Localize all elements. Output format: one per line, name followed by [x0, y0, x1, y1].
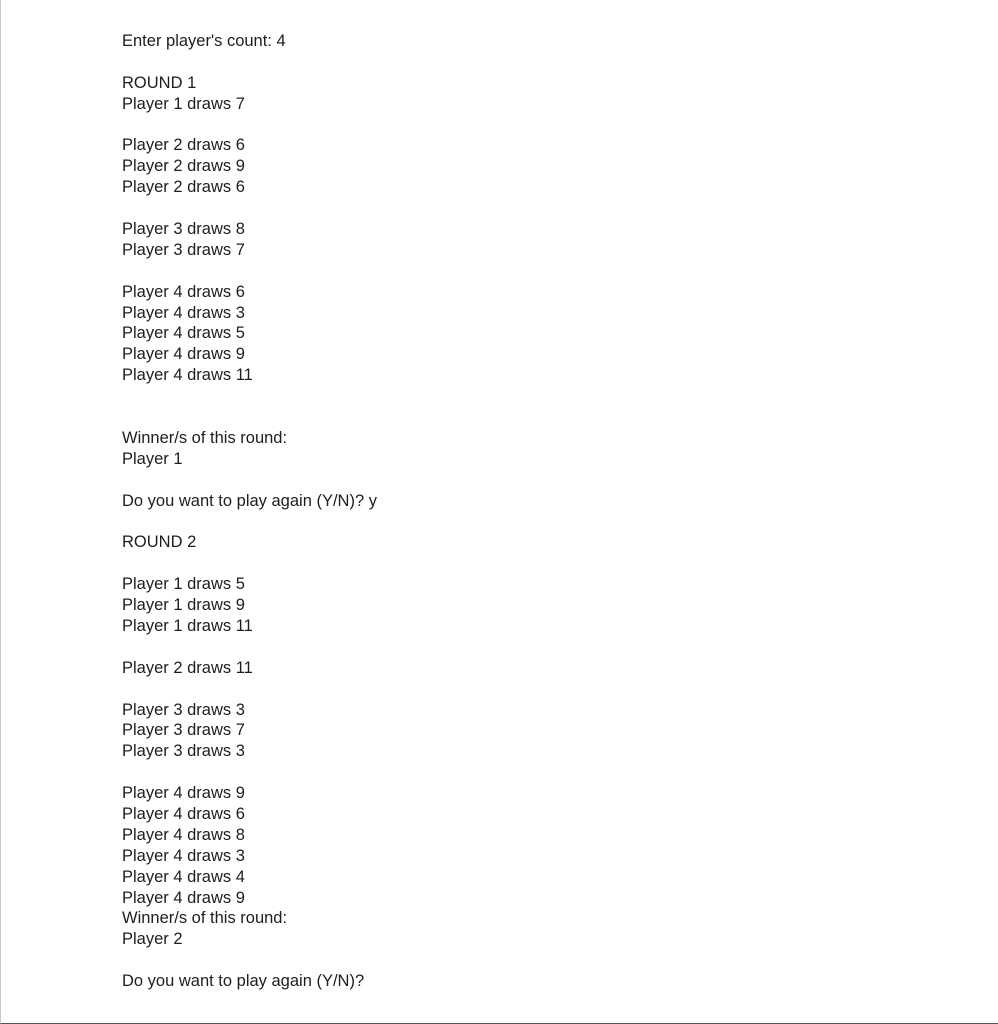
console-line: Player 4 draws 8	[122, 825, 245, 844]
console-line: Player 2 draws 9	[122, 157, 245, 176]
blank-line	[122, 679, 377, 700]
console-line: ROUND 2	[122, 533, 197, 552]
blank-line	[122, 261, 377, 282]
blank-line	[122, 762, 377, 783]
console-line: Player 2 draws 6	[122, 178, 245, 197]
console-line: Player 4 draws 6	[122, 804, 245, 823]
blank-line	[122, 637, 377, 658]
blank-line	[122, 511, 377, 532]
blank-line	[122, 407, 377, 428]
blank-line	[122, 198, 377, 219]
console-line: Player 4 draws 9	[122, 784, 245, 803]
console-line: Player 2	[122, 930, 183, 949]
blank-line	[122, 52, 377, 73]
console-line: Player 1	[122, 449, 183, 468]
console-line: Do you want to play again (Y/N)?	[122, 972, 365, 991]
console-line: Player 1 draws 5	[122, 575, 245, 594]
console-line: Player 4 draws 6	[122, 282, 245, 301]
console-line: Player 4 draws 9	[122, 345, 245, 364]
blank-line	[122, 470, 377, 491]
console-line: Player 4 draws 4	[122, 867, 245, 886]
console-line: Player 2 draws 6	[122, 136, 245, 155]
console-line: Player 3 draws 3	[122, 700, 245, 719]
console-line: Winner/s of this round:	[122, 909, 288, 928]
console-line: Winner/s of this round:	[122, 428, 288, 447]
console-line: Player 4 draws 11	[122, 366, 253, 385]
console-line: ROUND 1	[122, 73, 197, 92]
console-line: Player 2 draws 11	[122, 658, 253, 677]
console-line: Player 3 draws 7	[122, 240, 245, 259]
console-line: Player 3 draws 8	[122, 220, 245, 239]
console-line: Player 4 draws 3	[122, 846, 245, 865]
console-line: Player 1 draws 11	[122, 616, 253, 635]
console-line: Player 4 draws 3	[122, 303, 245, 322]
blank-line	[122, 386, 377, 407]
console-line: Player 1 draws 9	[122, 596, 245, 615]
console-line: Player 3 draws 7	[122, 721, 245, 740]
console-line: Player 3 draws 3	[122, 742, 245, 761]
blank-line	[122, 950, 377, 971]
blank-line	[122, 553, 377, 574]
console-line: Do you want to play again (Y/N)? y	[122, 491, 377, 510]
console-line: Player 1 draws 7	[122, 94, 245, 113]
console-line: Player 4 draws 9	[122, 888, 245, 907]
console-line: Player 4 draws 5	[122, 324, 245, 343]
console-output	[122, 31, 377, 992]
console-line: Enter player's count: 4	[122, 32, 286, 50]
blank-line	[122, 115, 377, 136]
